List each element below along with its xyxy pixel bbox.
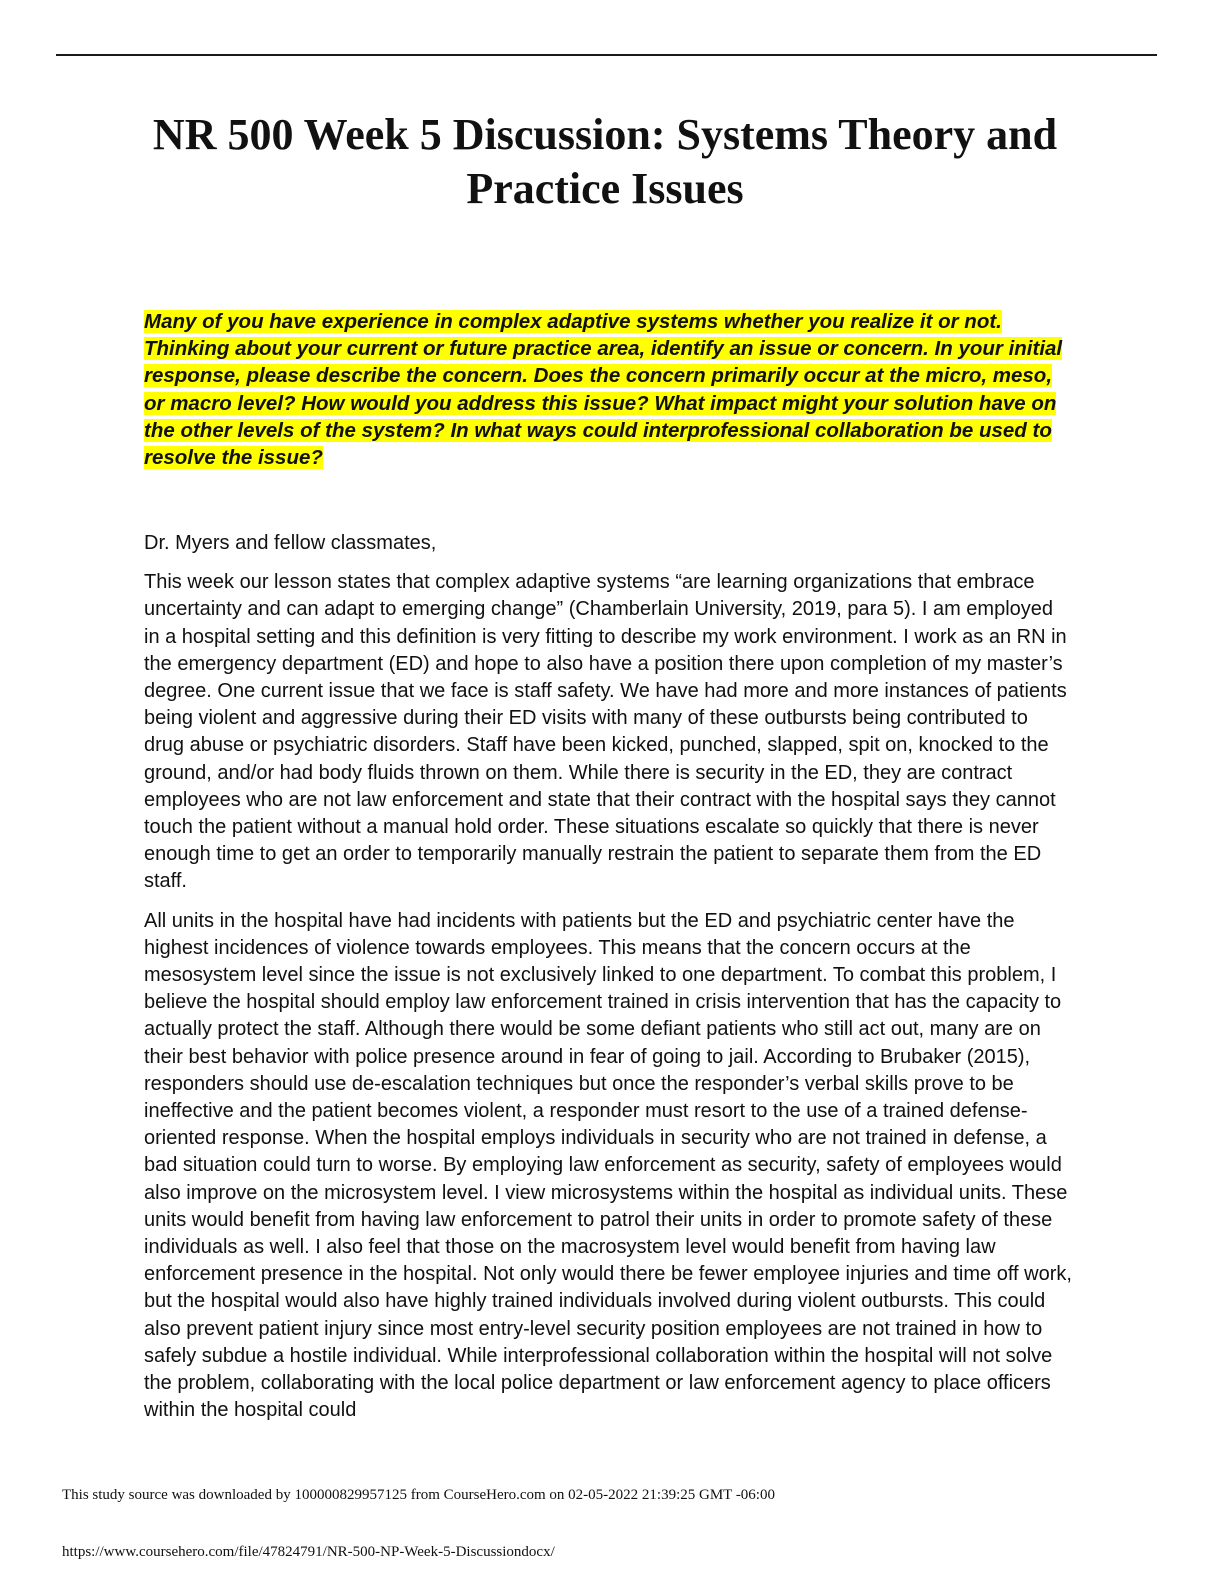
- response-paragraph-2: All units in the hospital have had incidents with patients but the ED and psychiatric center have the highest incidences of violence towards employees. This means that the concern occurs at the mesosystem level since the issue is not exclusively linked to one department. To combat this problem, I believe the hospital should employ law enforcement trained in crisis intervention that has the capacity to actually protect the staff. Although there would be some defiant patients who still act out, many are on their best behavior with police presence around in fear of going to jail. According to Brubaker (2015), responders should use de-escalation techniques but once the responder’s verbal skills prove to be ineffective and the patient becomes violent, a responder must resort to the use of a trained defense-oriented response. When the hospital employs individuals in security who are not trained in defense, a bad situation could turn to worse. By employing law enforcement as security, safety of employees would also improve on the microsystem level. I view microsystems within the hospital as individual units. These units would benefit from having law enforcement to patrol their units in order to promote safety of these individuals as well. I also feel that those on the macrosystem level would benefit from having law enforcement presence in the hospital. Not only would there be fewer employee injuries and time off work, but the hospital would also have highly trained individuals involved during violent outbursts. This could also prevent patient injury since most entry-level security position employees are not trained in how to safely subdue a hostile individual. While interprofessional collaboration within the hospital will not solve the problem, collaborating with the local police department or law enforcement agency to place officers within the hospital could: [144, 909, 1072, 1422]
- source-url[interactable]: https://www.coursehero.com/file/47824791/NR-500-NP-Week-5-Discussiondocx/: [62, 1544, 555, 1560]
- response-body: [144, 530, 1072, 1437]
- discussion-prompt: [144, 308, 1074, 471]
- header-rule: [56, 54, 1157, 56]
- download-source-note: This study source was downloaded by 100000829957125 from CourseHero.com on 02-05-2022 21:39:25 GMT -06:00: [62, 1487, 775, 1503]
- document-title: NR 500 Week 5 Discussion: Systems Theory and Practice Issues: [152, 110, 1058, 213]
- response-paragraph-1: This week our lesson states that complex adaptive systems “are learning organizations that embrace uncertainty and can adapt to emerging change” (Chamberlain University, 2019, para 5). I am employed in a hospital setting and this definition is very fitting to describe my work environment. I work as an RN in the emergency department (ED) and hope to also have a position there upon completion of my master’s degree. One current issue that we face is staff safety. We have had more and more instances of patients being violent and aggressive during their ED visits with many of these outbursts being contributed to drug abuse or psychiatric disorders. Staff have been kicked, punched, slapped, spit on, knocked to the ground, and/or had body fluids thrown on them. While there is security in the ED, they are contract employees who are not law enforcement and state that their contract with the hospital says they cannot touch the patient without a manual hold order. These situations escalate so quickly that there is never enough time to get an order to temporarily manually restrain the patient to separate them from the ED staff.: [144, 571, 1067, 893]
- salutation: Dr. Myers and fellow classmates,: [144, 532, 437, 554]
- highlighted-prompt-text: Many of you have experience in complex adaptive systems whether you realize it or not. Thinking about your current or future practice area, identify an issue or concern. In your initial response, please describe the concern. Does the concern primarily occur at the micro, meso, or macro level? How would you address this issue? What impact might your solution have on the other levels of the system? In what ways could interprofessional collaboration be used to resolve the issue?: [144, 310, 1063, 470]
